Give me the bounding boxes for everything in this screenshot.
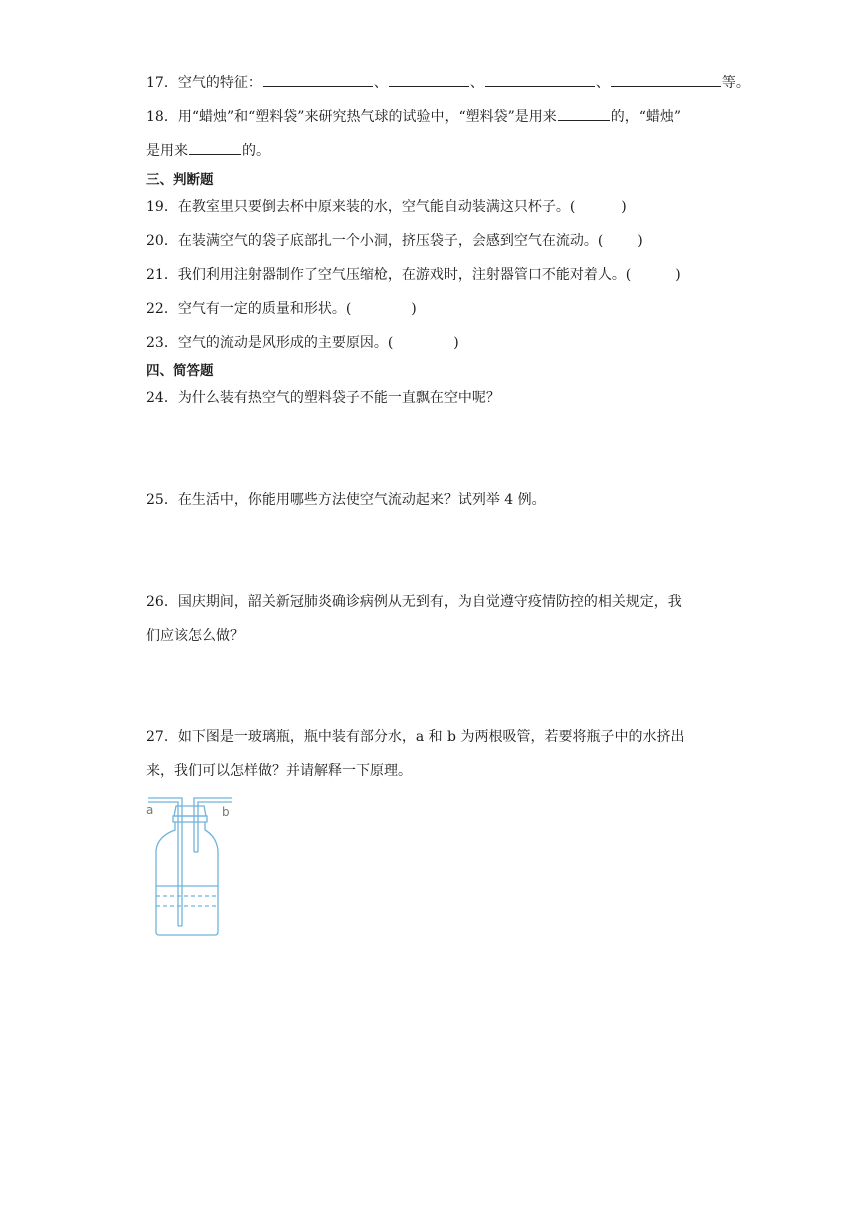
- answer-blank[interactable]: [263, 72, 373, 87]
- question-17: [146, 72, 750, 93]
- question-20: [146, 231, 643, 251]
- question-text: 20．在装满空气的袋子底部扎一个小洞，挤压袋子，会感到空气在流动。(: [146, 233, 604, 249]
- straw-a: [148, 798, 182, 926]
- question-23: [146, 333, 459, 353]
- paren-close: ): [453, 335, 459, 351]
- question-text: 22．空气有一定的质量和形状。(: [146, 301, 352, 317]
- bottle-diagram: [144, 792, 236, 940]
- question-18-text: 是用来: [146, 143, 188, 159]
- question-18-text: 18．用“蜡烛”和“塑料袋”来研究热气球的试验中，“塑料袋”是用来: [146, 109, 557, 125]
- paren-close: ): [675, 267, 681, 283]
- question-18-line-2: [146, 140, 270, 161]
- question-22: [146, 299, 417, 319]
- question-21: [146, 265, 681, 285]
- question-17-end: 等。: [721, 75, 750, 91]
- question-text: 23．空气的流动是风形成的主要原因。(: [146, 335, 394, 351]
- question-19: [146, 197, 627, 217]
- question-25: 25．在生活中，你能用哪些方法使空气流动起来？试列举 4 例。: [146, 492, 546, 508]
- separator: 、: [373, 75, 388, 91]
- question-17-text: 17．空气的特征：: [146, 75, 262, 91]
- question-text: 19．在教室里只要倒去杯中原来装的水，空气能自动装满这只杯子。(: [146, 199, 576, 215]
- label-a: a: [146, 803, 154, 817]
- paren-close: ): [411, 301, 417, 317]
- question-27-line-1: 27．如下图是一玻璃瓶，瓶中装有部分水，a 和 b 为两根吸管，若要将瓶子中的水挤出: [146, 729, 685, 745]
- answer-blank[interactable]: [558, 106, 610, 121]
- paren-close: ): [637, 233, 643, 249]
- bottle-stopper: [174, 806, 206, 816]
- question-18-text-end: 的。: [242, 143, 270, 159]
- question-26-line-1: 26．国庆期间，韶关新冠肺炎确诊病例从无到有，为自觉遵守疫情防控的相关规定，我: [146, 594, 682, 610]
- answer-blank[interactable]: [389, 72, 469, 87]
- separator: 、: [469, 75, 484, 91]
- question-27-line-2: 来，我们可以怎样做？并请解释一下原理。: [146, 763, 412, 779]
- question-24: 24．为什么装有热空气的塑料袋子不能一直飘在空中呢？: [146, 390, 500, 406]
- section-title-short-answer: 四、简答题: [146, 363, 214, 379]
- question-text: 21．我们利用注射器制作了空气压缩枪，在游戏时，注射器管口不能对着人。(: [146, 267, 632, 283]
- answer-blank[interactable]: [485, 72, 595, 87]
- section-title-judgment: 三、判断题: [146, 172, 214, 188]
- question-26-line-2: 们应该怎么做？: [146, 628, 244, 644]
- bottle-body: [156, 822, 218, 935]
- paren-close: ): [621, 199, 627, 215]
- label-b: b: [222, 805, 230, 819]
- question-18-line-1: [146, 106, 681, 127]
- question-18-text-cont: 的，“蜡烛”: [610, 109, 682, 125]
- answer-blank[interactable]: [611, 72, 721, 87]
- separator: 、: [595, 75, 610, 91]
- answer-blank[interactable]: [189, 140, 241, 155]
